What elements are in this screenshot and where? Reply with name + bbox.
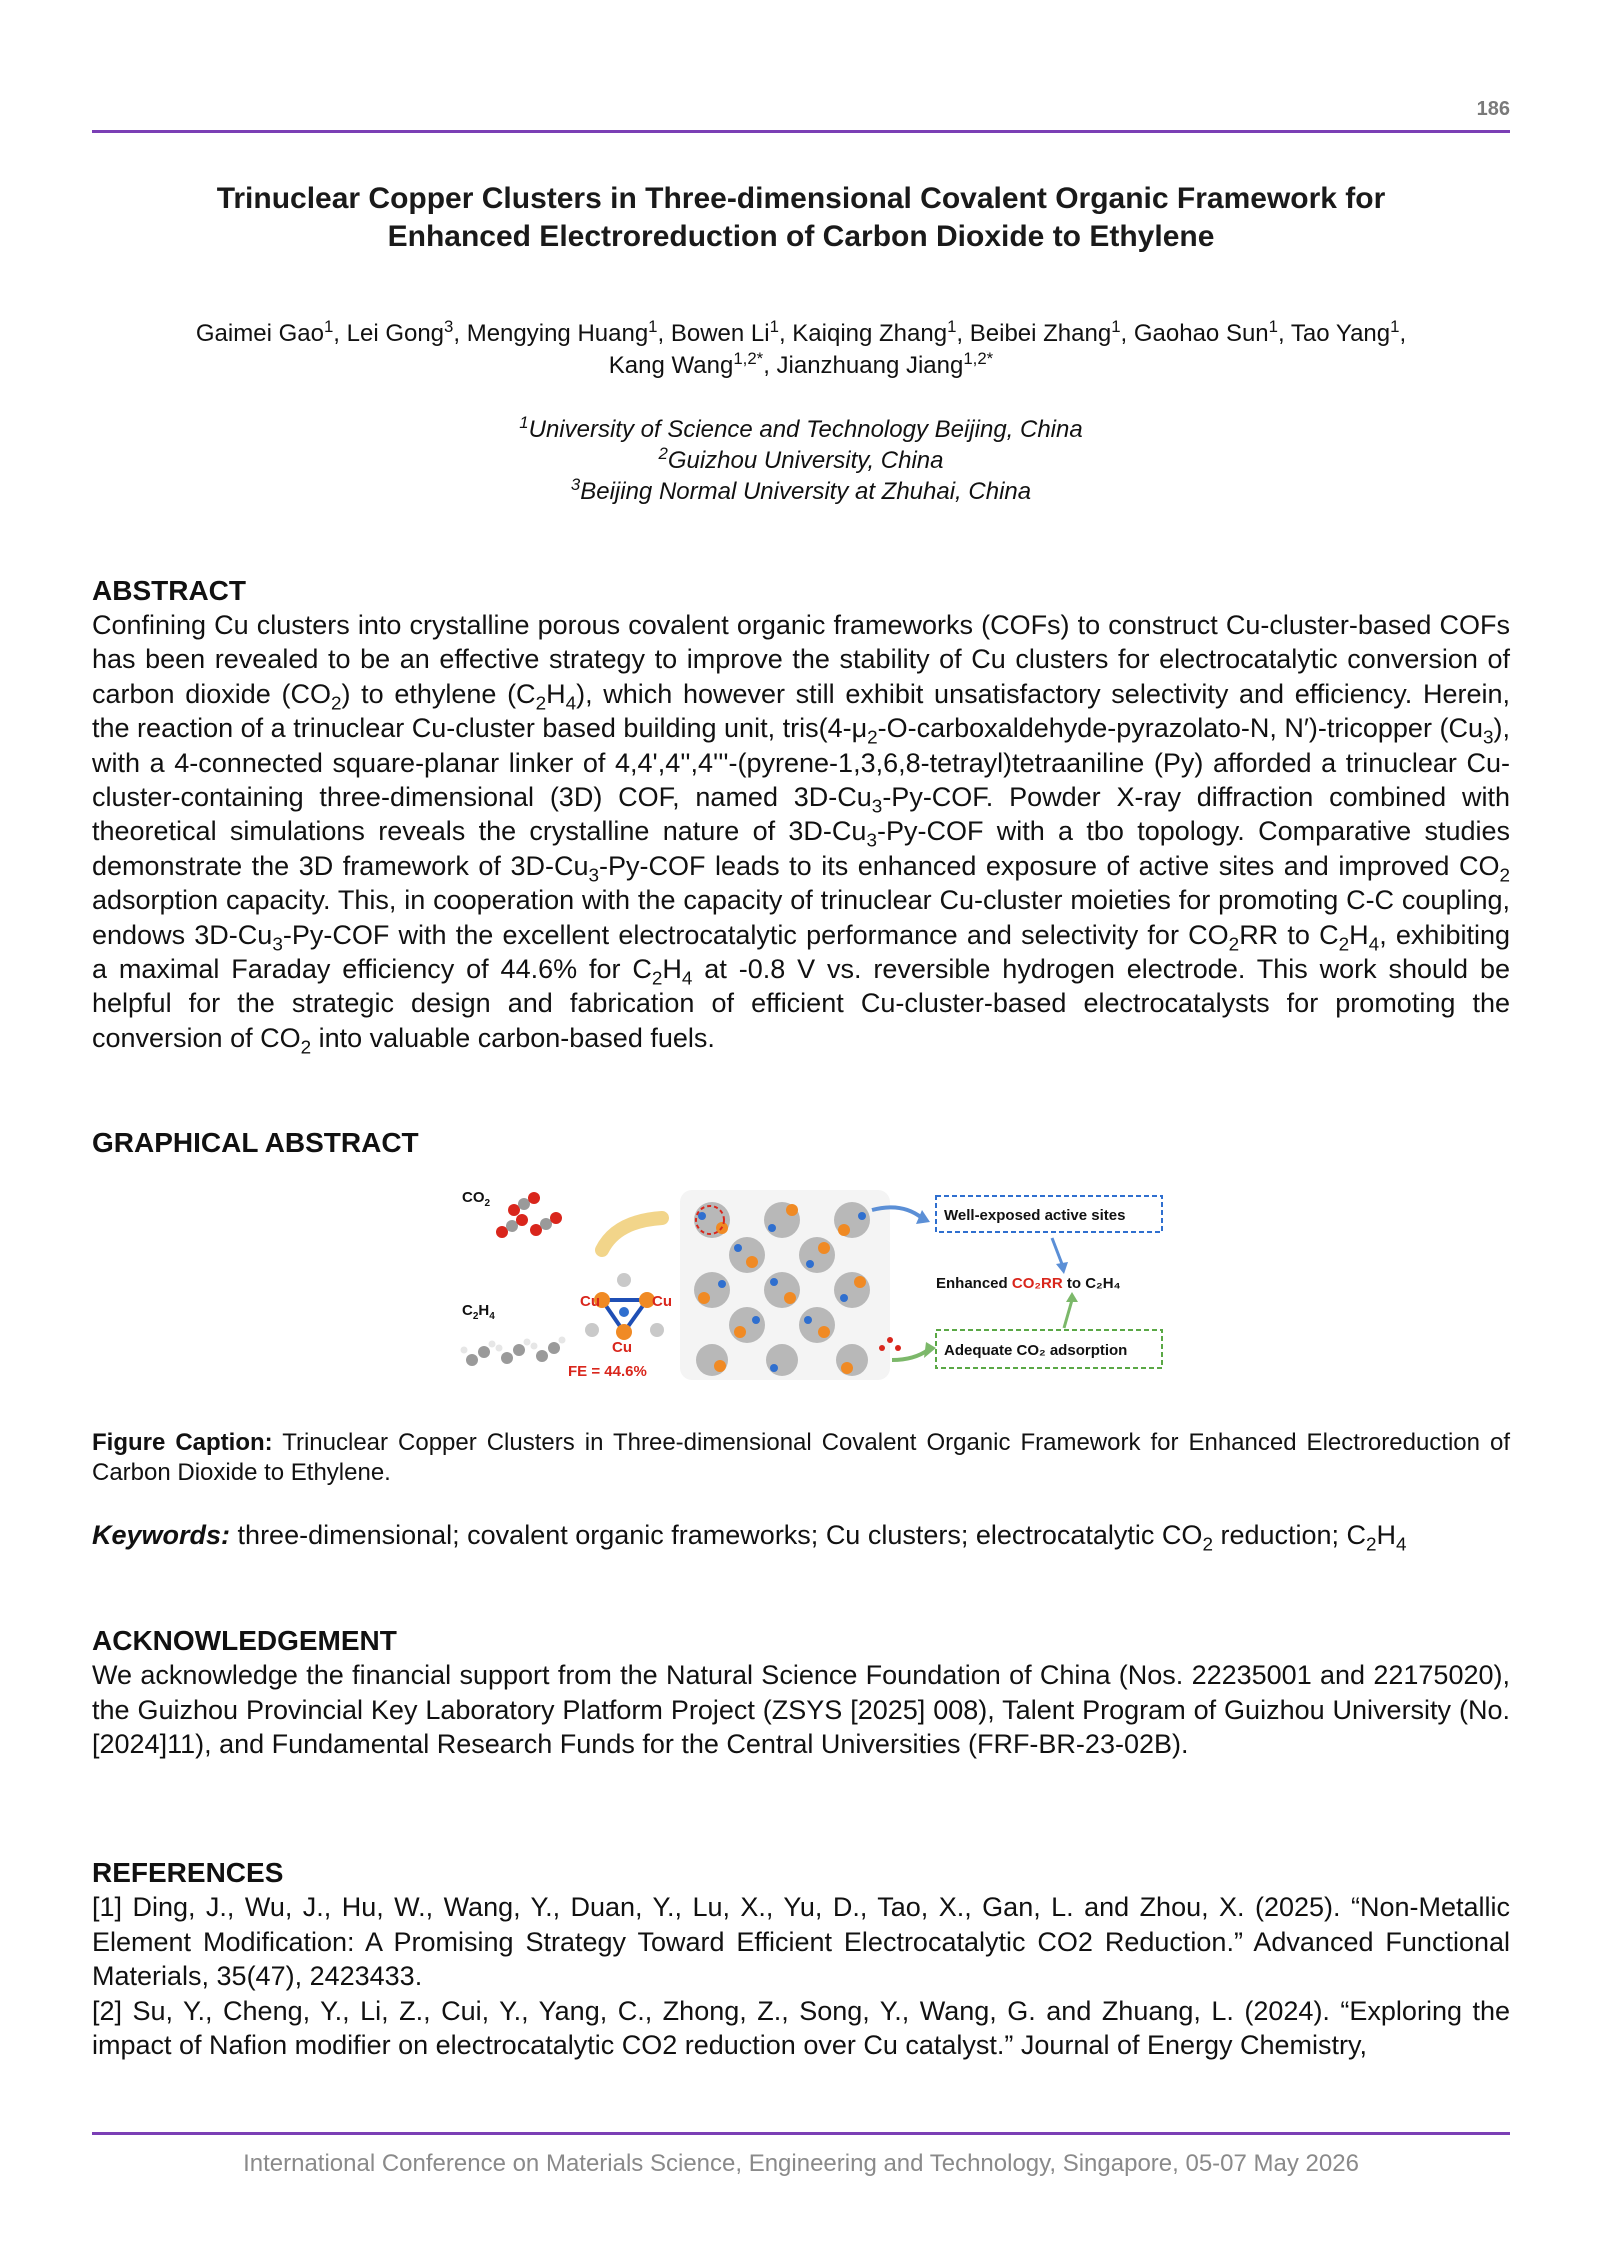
graphical-abstract-section: [92, 1126, 1510, 1160]
cu-label: Cu: [580, 1293, 600, 1310]
graphical-abstract-figure: [452, 1180, 1168, 1388]
references-heading: REFERENCES: [92, 1857, 284, 1888]
arrowhead-icon: [924, 1342, 936, 1358]
acknowledgement-body: We acknowledge the financial support from the Natural Science Foundation of China (Nos. 22235001 and 22175020), the Guizhou Provincial Key Laboratory Platform Project (ZSYS [2025] 008), Talent Program of Guizhou University (No.[2024]11), and Fundamental Research Funds for the Central Universities (FRF-BR-23-02B).: [92, 1660, 1510, 1759]
author: Gaimei Gao$^1$: [195, 317, 334, 347]
author: Mengying Huang$^1$: [466, 317, 658, 347]
author: Gaohao Sun$^1$: [1133, 317, 1278, 347]
header-rule: [92, 130, 1510, 133]
arrow-icon: [602, 1218, 662, 1250]
cof-framework-icon: [680, 1190, 901, 1380]
active-sites-label: Well-exposed active sites: [944, 1207, 1126, 1224]
enhanced-co2rr-label: Enhanced CO₂RR to C₂H₄: [936, 1275, 1121, 1292]
author: Bowen Li$^1$: [670, 317, 779, 347]
footer-rule: [92, 2132, 1510, 2135]
arrow-icon: [1064, 1300, 1072, 1328]
author: Tao Yang$^1$: [1290, 317, 1400, 347]
author: Kang Wang$^{1,2*}$: [608, 349, 764, 379]
abstract-heading: ABSTRACT: [92, 575, 246, 606]
references-section: [92, 1856, 1510, 2063]
author: Kaiqing Zhang$^1$: [792, 317, 957, 347]
author: Lei Gong$^3$: [346, 317, 454, 347]
title-line-1: Trinuclear Copper Clusters in Three-dimensional Covalent Organic Framework for: [216, 182, 1386, 215]
acknowledgement-section: [92, 1624, 1510, 1762]
author-list: Gaimei Gao$^1$, Lei Gong$^3$, Mengying Huang$^1$, Bowen Li$^1$, Kaiqing Zhang$^1$, Beibei Zhang$^1$, Gaohao Sun$^1$, Tao Yang$^1$, Kang Wang$^{1,2*}$, Jianzhuang Jiang$^{1,2*}$: [195, 317, 1407, 379]
keywords: Keywords: three-dimensional; covalent organic frameworks; Cu clusters; electrocatalytic $CO_2$ reduction; $C_2H_4$: [92, 1520, 1407, 1556]
fe-label: FE = 44.6%: [568, 1363, 647, 1380]
figure-caption: Figure Caption: Trinuclear Copper Clusters in Three-dimensional Covalent Organic Framework for Enhanced Electroreduction of Carbon Dioxide to Ethylene.: [92, 1429, 1510, 1486]
ethylene-molecules-icon: [461, 1337, 566, 1367]
reference-item: [2] Su, Y., Cheng, Y., Li, Z., Cui, Y., Yang, C., Zhong, Z., Song, Y., Wang, G. and Zhuang, L. (2024). “Exploring the impact of Nafion modifier on electrocatalytic CO2 reduction over Cu catalyst.” Journal of Energy Chemistry,: [92, 1995, 1510, 2060]
affiliation: $^3$Beijing Normal University at Zhuhai, China: [570, 475, 1032, 505]
cu-label: Cu: [652, 1293, 672, 1310]
author: Jianzhuang Jiang$^{1,2*}$: [776, 349, 994, 379]
cu-label: Cu: [612, 1339, 632, 1356]
reference-item: [1] Ding, J., Wu, J., Hu, W., Wang, Y., Duan, Y., Lu, X., Yu, D., Tao, X., Gan, L. and Zhou, X. (2025). “Non-Metallic Element Modification: A Promising Strategy Toward Efficient Electrocatalytic CO2 Reduction.” Advanced Functional Materials, 35(47), 2423433.: [92, 1892, 1510, 1991]
arrowhead-icon: [1056, 1262, 1068, 1274]
co2-label: $CO_2$: [462, 1189, 491, 1209]
arrow-icon: [1052, 1238, 1062, 1264]
title-line-2: Enhanced Electroreduction of Carbon Dioxide to Ethylene: [387, 220, 1215, 253]
abstract-section: [92, 574, 1510, 1059]
arrow-icon: [892, 1350, 928, 1360]
paper-title: [92, 180, 1510, 256]
arrowhead-icon: [1066, 1292, 1078, 1302]
page-number: 186: [1476, 98, 1510, 120]
acknowledgement-heading: ACKNOWLEDGEMENT: [92, 1625, 397, 1656]
c2h4-label: $C_2H_4$: [462, 1302, 495, 1322]
affiliation: $^1$University of Science and Technology Beijing, China: [519, 413, 1083, 443]
author: Beibei Zhang$^1$: [969, 317, 1121, 347]
affiliation: $^2$Guizhou University, China: [658, 444, 944, 474]
graphical-abstract-heading: GRAPHICAL ABSTRACT: [92, 1127, 419, 1158]
co2-adsorption-label: Adequate CO₂ adsorption: [944, 1342, 1128, 1359]
footer-text: International Conference on Materials Science, Engineering and Technology, Singapore, 05-07 May 2026: [243, 2150, 1359, 2177]
co2-molecules-icon: [496, 1192, 562, 1238]
affiliations: [92, 414, 1510, 507]
abstract-body: Confining Cu clusters into crystalline porous covalent organic frameworks (COFs) to construct Cu-cluster-based COFs has been revealed to be an effective strategy to improve the stability of Cu clusters for electrocatalytic conversion of carbon dioxide $(CO_2)$ to ethylene $(C_2H_4)$, which however still exhibit unsatisfactory selectivity and efficiency. Herein, the reaction of a trinuclear Cu-cluster based building unit, $tris(4-\mu_2-O-carboxaldehyde-pyrazolato-N$, N′)-tricopper $(Cu_3)$, with a 4-connected square-planar linker of 4,4',4'',4'''-(pyrene-1,3,6,8-tetrayl)tetraaniline (Py) afforded a trinuclear Cu-cluster-containing three-dimensional (3D) COF, named $3D-Cu_3-Py$-COF. Powder X-ray diffraction combined with theoretical simulations reveals the crystalline nature of $3D-Cu_3-Py$-COF with a tbo topology. Comparative studies demonstrate the 3D framework of $3D-Cu_3-Py$-COF leads to its enhanced exposure of active sites and improved $CO_2$ adsorption capacity. This, in cooperation with the capacity of trinuclear Cu-cluster moieties for promoting C-C coupling, endows $3D-Cu_3-Py$-COF with the excellent electrocatalytic performance and selectivity for $CO_2RR$ to $C_2H_4$, exhibiting a maximal Faraday efficiency of 44.6% for $C_2H_4$ at -0.8 V vs. reversible hydrogen electrode. This work should be helpful for the strategic design and fabrication of efficient Cu-cluster-based electrocatalysts for promoting the conversion of $CO_2$ into valuable carbon-based fuels.: [92, 610, 1510, 1059]
